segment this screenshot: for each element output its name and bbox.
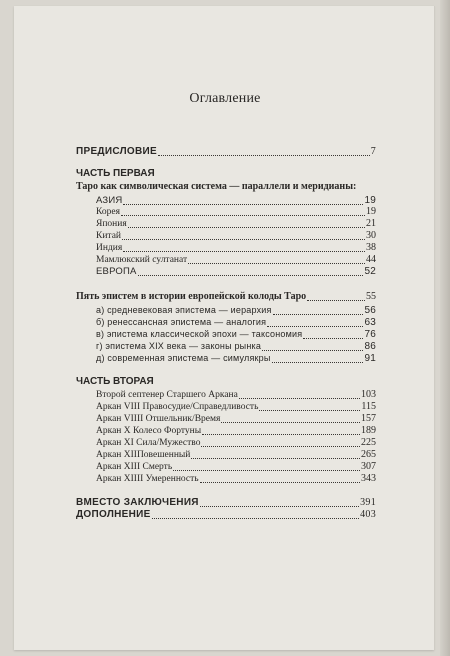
toc-entry: Аркан VIIII Отшельник/Время 157 xyxy=(96,413,376,424)
toc-entry: г) эпистема XIX века — законы рынка 86 xyxy=(96,341,376,352)
toc-entry-conclusion: ВМЕСТО ЗАКЛЮЧЕНИЯ 391 xyxy=(76,497,376,508)
toc-entry: Аркан VIII Правосудие/Справедливость 115 xyxy=(96,401,376,412)
toc-entry-appendix: ДОПОЛНЕНИЕ 403 xyxy=(76,509,376,520)
toc-entry: Корея 19 xyxy=(96,206,376,217)
toc-entry: в) эпистема классической эпохи — таксономия 76 xyxy=(96,329,376,340)
section-title: Таро как символическая система — параллели и меридианы: xyxy=(76,181,357,192)
toc-entry-section: Пять эпистем в истории европейской колоды Таро 55 xyxy=(76,291,376,302)
toc-entry: Аркан XIIII Умеренность 343 xyxy=(96,473,376,484)
part-one-label: ЧАСТЬ ПЕРВАЯ xyxy=(76,168,155,179)
toc-entry: Аркан XIIПовешенный 265 xyxy=(96,449,376,460)
toc-entry: д) современная эпистема — симулякры 91 xyxy=(96,353,376,364)
toc-entry: Китай 30 xyxy=(96,230,376,241)
toc-entry: Второй септенер Старшего Аркана 103 xyxy=(96,389,376,400)
toc-entry: Аркан XI Сила/Мужество 225 xyxy=(96,437,376,448)
entry-label: ПРЕДИСЛОВИЕ xyxy=(76,146,157,157)
toc-entry: б) ренессансная эпистема — аналогия 63 xyxy=(96,317,376,328)
toc-entry: Япония 21 xyxy=(96,218,376,229)
toc-entry: АЗИЯ 19 xyxy=(96,195,376,206)
toc-entry: Индия 38 xyxy=(96,242,376,253)
toc-entry: ЕВРОПА 52 xyxy=(96,266,376,277)
toc-entry: Мамлюкский султанат 44 xyxy=(96,254,376,265)
part-two-label: ЧАСТЬ ВТОРАЯ xyxy=(76,376,154,387)
toc-entry: Аркан XIII Смерть 307 xyxy=(96,461,376,472)
entry-page: 7 xyxy=(370,146,376,157)
toc-heading: Оглавление xyxy=(189,91,261,106)
toc-entry-preface xyxy=(76,146,376,158)
toc-entry: Аркан X Колесо Фортуны 189 xyxy=(96,425,376,436)
toc-entry: а) средневековая эпистема — иерархия 56 xyxy=(96,305,376,316)
